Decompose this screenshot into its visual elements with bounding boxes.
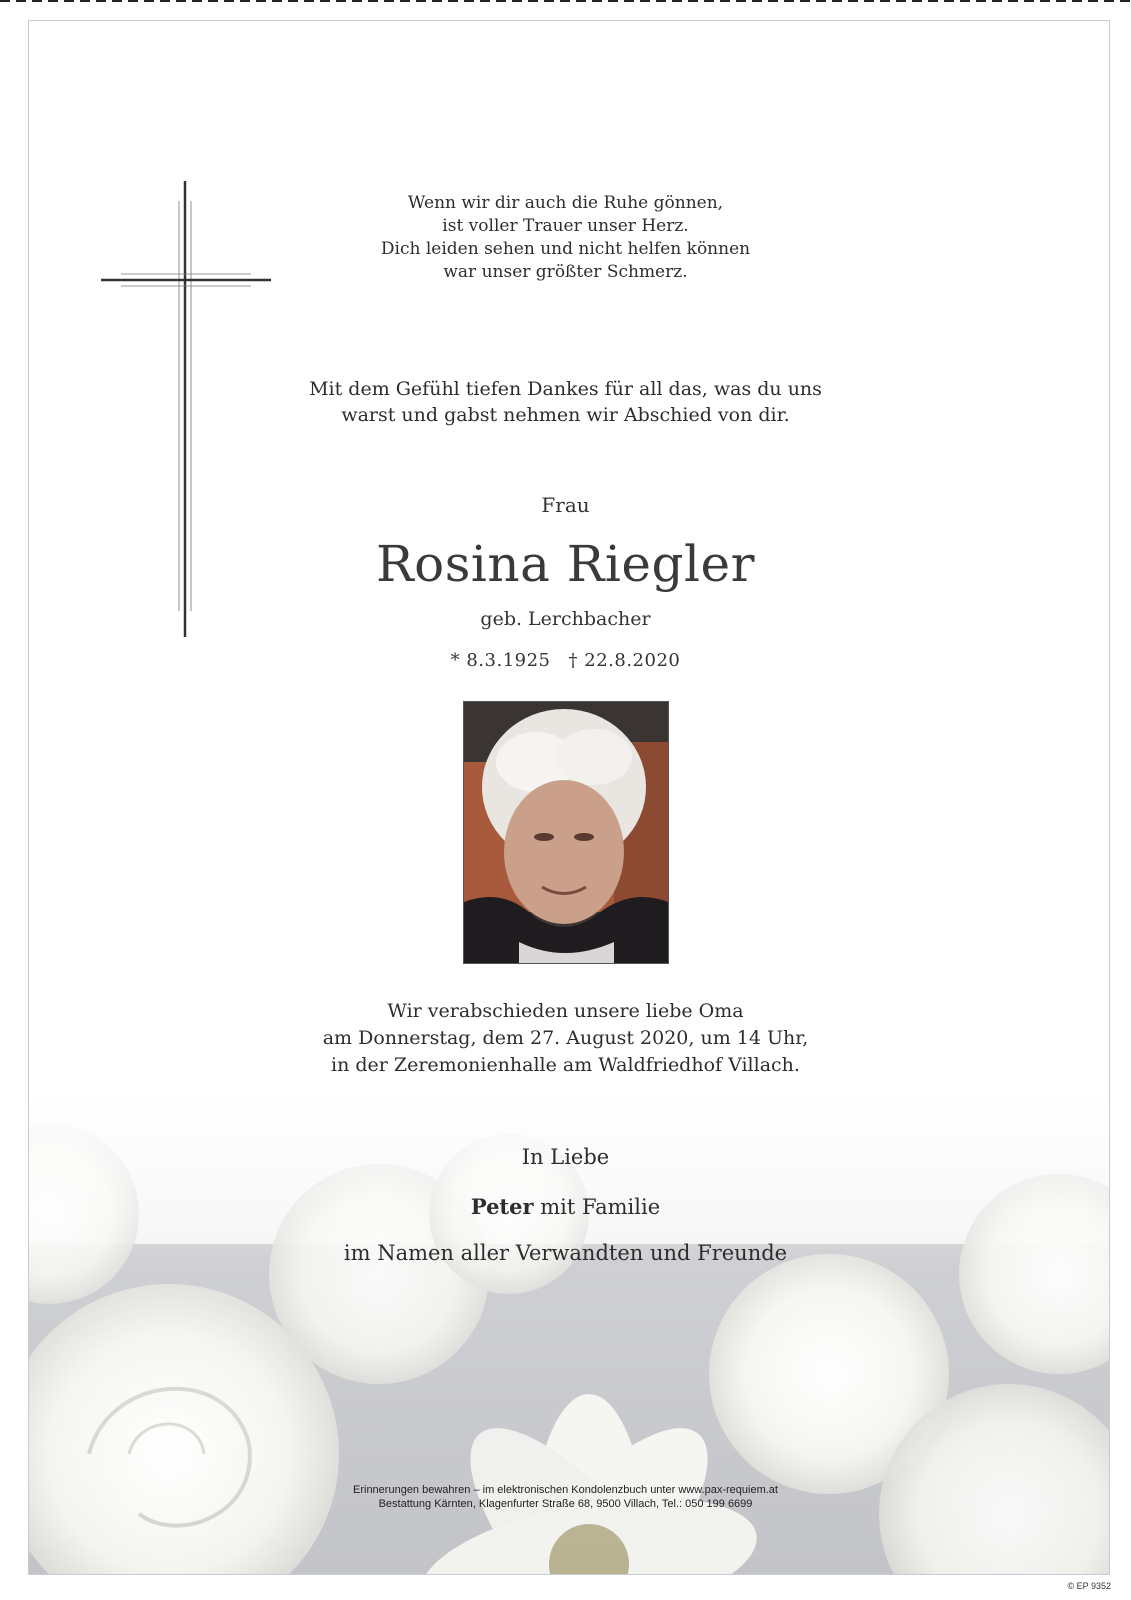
poem-line: ist voller Trauer unser Herz.: [442, 216, 689, 236]
family-signature: [0, 1194, 1131, 1219]
farewell-line: Wir verabschieden unsere liebe Oma: [387, 1000, 744, 1022]
birth-date: * 8.3.1925: [450, 650, 551, 671]
poem: [0, 192, 1131, 284]
thanks-text: [0, 376, 1131, 428]
footer-condolence: Erinnerungen bewahren – im elektronischen Kondolenzbuch unter www.pax-requiem.at: [353, 1484, 778, 1496]
death-date: † 22.8.2020: [568, 650, 681, 671]
life-dates: [0, 650, 1131, 671]
relatives-signature: im Namen aller Verwandten und Freunde: [343, 1241, 788, 1265]
scan-edge: [0, 0, 1131, 2]
thanks-line: warst und gabst nehmen wir Abschied von dir.: [341, 404, 790, 426]
portrait-photo: [463, 701, 669, 964]
print-code: © EP 9352: [1067, 1581, 1111, 1591]
family-name: Peter: [470, 1194, 534, 1219]
farewell-text: [0, 998, 1131, 1079]
poem-line: Wenn wir dir auch die Ruhe gönnen,: [407, 193, 724, 213]
thanks-line: Mit dem Gefühl tiefen Dankes für all das, was du uns: [309, 378, 822, 400]
poem-line: Dich leiden sehen und nicht helfen können: [380, 239, 751, 259]
farewell-line: am Donnerstag, dem 27. August 2020, um 14 Uhr,: [322, 1027, 809, 1049]
poem-line: war unser größter Schmerz.: [443, 262, 688, 282]
in-love: In Liebe: [521, 1145, 610, 1169]
maiden-name: geb. Lerchbacher: [480, 608, 651, 630]
deceased-name: Rosina Riegler: [375, 535, 756, 593]
footer-undertaker: Bestattung Kärnten, Klagenfurter Straße 68, 9500 Villach, Tel.: 050 199 6699: [378, 1498, 753, 1510]
family-suffix: mit Familie: [533, 1195, 661, 1219]
salutation: Frau: [541, 493, 590, 517]
farewell-line: in der Zeremonienhalle am Waldfriedhof Villach.: [331, 1054, 800, 1076]
